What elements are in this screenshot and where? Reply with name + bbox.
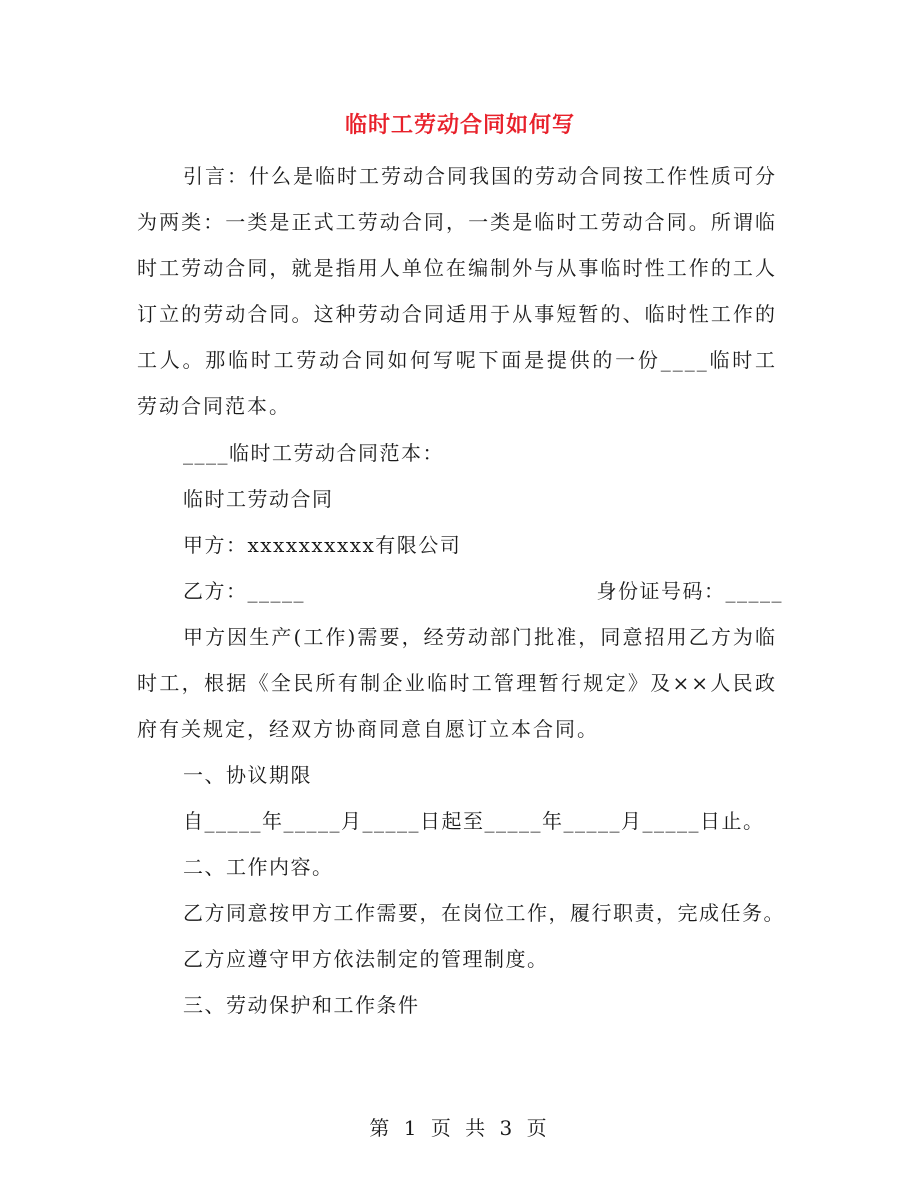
document-title: 临时工劳动合同如何写 bbox=[344, 112, 575, 138]
contract-title: 临时工劳动合同 bbox=[183, 487, 334, 511]
section2-line1: 乙方同意按甲方工作需要，在岗位工作，履行职责，完成任务。 bbox=[183, 901, 785, 925]
section2-line2: 乙方应遵守甲方依法制定的管理制度。 bbox=[183, 947, 549, 971]
preamble-paragraph: 甲方因生产(工作)需要，经劳动部门批准，同意招用乙方为临时工，根据《全民所有制企业临时工管理暂行规定》及××人民政府有关规定，经双方协商同意自愿订立本合同。 bbox=[137, 625, 777, 741]
section2-heading: 二、工作内容。 bbox=[183, 855, 334, 879]
party-a-line: 甲方：xxxxxxxxxx有限公司 bbox=[183, 533, 462, 557]
intro-paragraph: 引言：什么是临时工劳动合同我国的劳动合同按工作性质可分为两类：一类是正式工劳动合同，一类是临时工劳动合同。所谓临时工劳动合同，就是指用人单位在编制外与从事临时性工作的工人订立的劳动合同。这种劳动合同适用于从事短暂的、临时性工作的工人。那临时工劳动合同如何写呢下面是提供的一份____临时工劳动合同范本。 bbox=[137, 164, 777, 418]
section3-heading: 三、劳动保护和工作条件 bbox=[183, 993, 420, 1017]
sample-heading: ____临时工劳动合同范本： bbox=[183, 441, 444, 465]
section1-heading: 一、协议期限 bbox=[183, 763, 312, 787]
id-number-line: 身份证号码：_____ bbox=[596, 579, 783, 603]
party-b-line: 乙方：_____ bbox=[183, 579, 305, 603]
section1-term: 自_____年_____月_____日起至_____年_____月_____日止。 bbox=[183, 809, 765, 833]
page-number-footer: 第 1 页 共 3 页 bbox=[369, 1116, 551, 1140]
party-b-row bbox=[183, 575, 783, 604]
